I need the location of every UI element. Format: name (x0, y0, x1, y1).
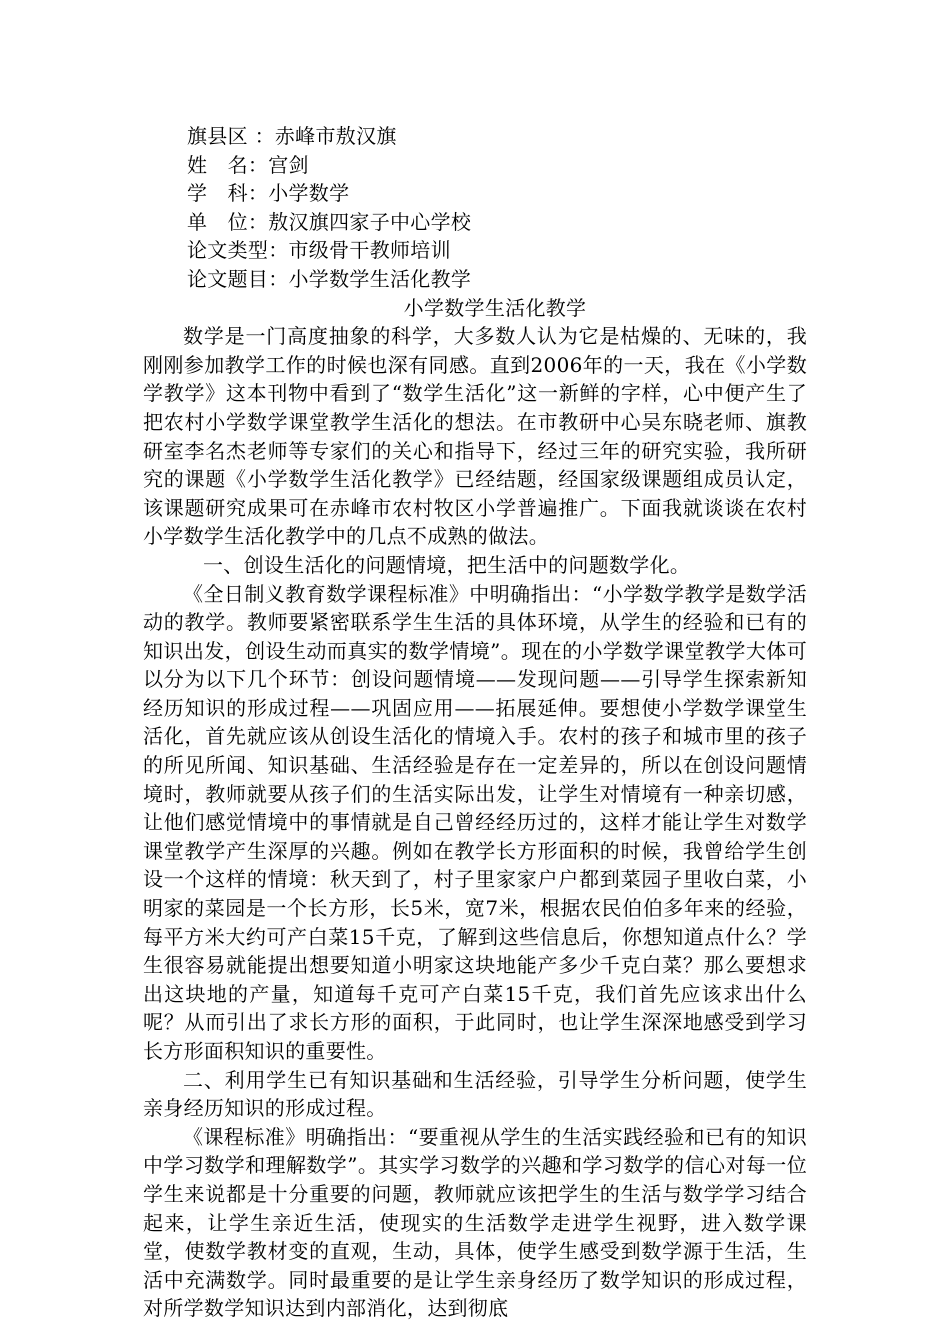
meta-type-label: 论文类型： (187, 238, 289, 263)
meta-region-value: 赤峰市敖汉旗 (274, 124, 397, 148)
meta-topic-label: 论文题目： (187, 266, 289, 291)
section-body-2: 《课程标准》明确指出：“要重视从学生的生活实践经验和已有的知识中学习数学和理解数学”。其实学习数学的兴趣和学习数学的信心对每一位学生来说都是十分重要的问题，教师就应该把学生的生活与数学学习结合起来，让学生亲近生活，使现实的生活数学走进学生视野，进入数学课堂，使数学教材变的直观，生动，具体，使学生感受到数学源于生活，生活中充满数学。同时最重要的是让学生亲身经历了数学知识的形成过程，对所学数学知识达到内部消化，达到彻底 (143, 1124, 807, 1321)
meta-region-separator: ： (247, 124, 275, 148)
meta-unit-label: 单 位： (187, 209, 269, 234)
meta-subject-label: 学 科： (187, 181, 269, 206)
meta-subject-value: 小学数学 (268, 181, 350, 206)
meta-topic-line (143, 265, 807, 294)
section-heading-1: 一、创设生活化的问题情境，把生活中的问题数学化。 (203, 552, 691, 577)
meta-name-label: 姓 名： (187, 152, 269, 177)
meta-unit-value: 敖汉旗四家子中心学校 (268, 209, 472, 234)
meta-name-value: 宫剑 (268, 152, 309, 177)
document-body (143, 122, 807, 1323)
meta-type-line (143, 236, 807, 265)
intro-paragraph: 数学是一门高度抽象的科学，大多数人认为它是枯燥的、无味的，我刚刚参加教学工作的时候也深有同感。直到2006年的一天，我在《小学数学教学》这本刊物中看到了“数学生活化”这一新鲜的字样，心中便产生了把农村小学数学课堂教学生活化的想法。在市教研中心吴东晓老师、旗教研室李名杰老师等专家们的关心和指导下，经过三年的研究实验，我所研究的课题《小学数学生活化教学》已经结题，经国家级课题组成员认定，该课题研究成果可在赤峰市农村牧区小学普遍推广。下面我就谈谈在农村小学数学生活化教学中的几点不成熟的做法。 (143, 324, 807, 549)
meta-region-line (143, 122, 807, 151)
section-heading-2: 二、利用学生已有知识基础和生活经验，引导学生分析问题，使学生亲身经历知识的形成过程。 (143, 1067, 807, 1121)
section-body-1: 《全日制义教育数学课程标准》中明确指出：“小学数学教学是数学活动的教学。教师要紧密联系学生生活的具体环境，从学生的经验和已有的知识出发，创设生动而真实的数学情境”。现在的小学数学课堂教学大体可以分为以下几个环节：创设问题情境——发现问题——引导学生探索新知经历知识的形成过程——巩固应用——拓展延伸。要想使小学数学课堂生活化，首先就应该从创设生活化的情境入手。农村的孩子和城市里的孩子的所见所闻、知识基础、生活经验是存在一定差异的，所以在创设问题情境时，教师就要从孩子们的生活实际出发，让学生对情境有一种亲切感，让他们感觉情境中的事情就是自己曾经经历过的，这样才能让学生对数学课堂教学产生深厚的兴趣。例如在教学长方形面积的时候，我曾给学生创设一个这样的情境：秋天到了，村子里家家户户都到菜园子里收白菜，小明家的菜园是一个长方形，长5米，宽7米，根据农民伯伯多年来的经验，每平方米大约可产白菜15千克，了解到这些信息后，你想知道点什么？学生很容易就能提出想要知道小明家这块地能产多少千克白菜？那么要想求出这块地的产量，知道每千克可产白菜15千克，我们首先应该求出什么呢？从而引出了求长方形的面积，于此同时，也让学生深深地感受到学习长方形面积知识的重要性。 (143, 581, 807, 1063)
meta-type-value: 市级骨干教师培训 (288, 238, 451, 263)
meta-name-line (143, 151, 807, 180)
meta-subject-line (143, 179, 807, 208)
meta-unit-line (143, 208, 807, 237)
document-title: 小学数学生活化教学 (403, 295, 587, 320)
meta-region-label: 旗县区 (187, 124, 248, 148)
meta-topic-value: 小学数学生活化教学 (288, 266, 472, 291)
